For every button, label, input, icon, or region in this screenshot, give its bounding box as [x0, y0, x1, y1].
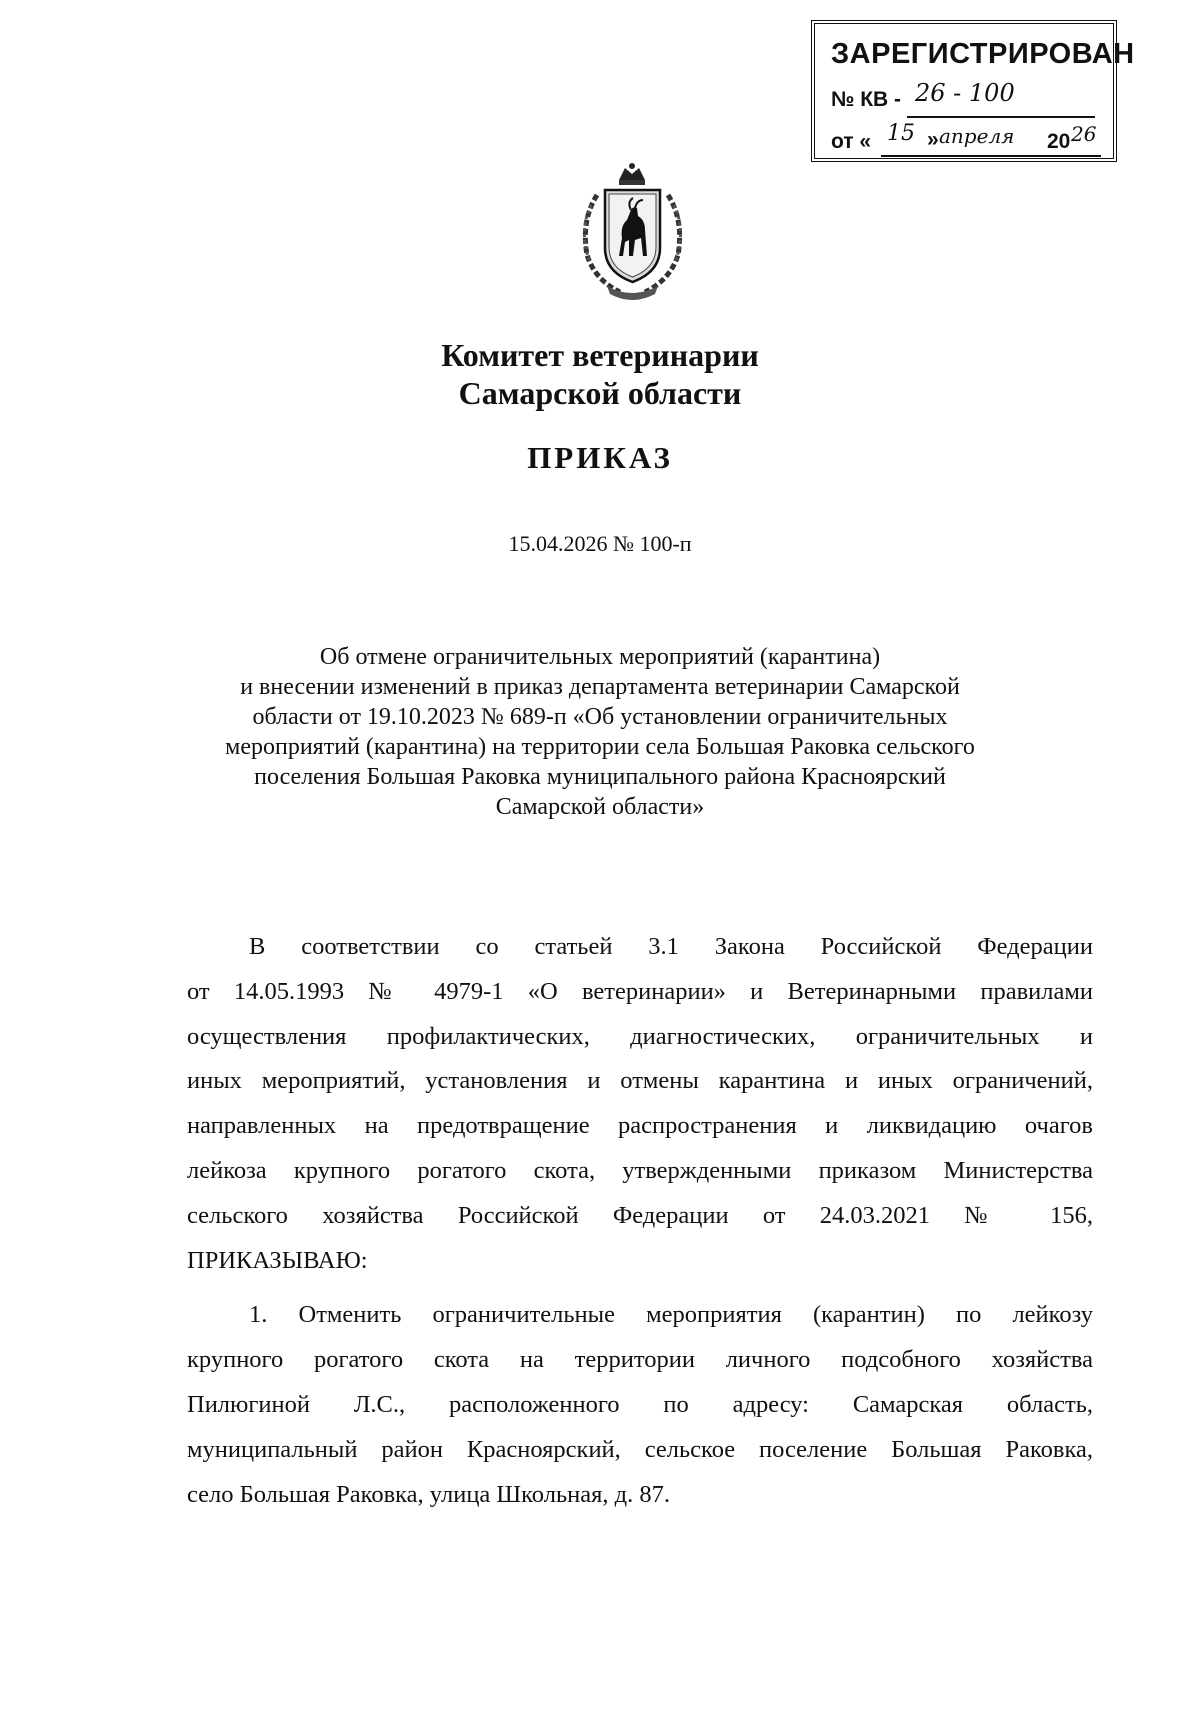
- stamp-number-handwritten: 26 - 100: [915, 79, 1015, 107]
- body-line: 1. Отменить ограничительные мероприятия (карантин) по лейкозу: [249, 1301, 1093, 1329]
- subject-line: области от 19.10.2023 № 689-п «Об установлении ограничительных: [252, 704, 948, 730]
- stamp-number-prefix: № КВ -: [831, 88, 902, 111]
- subject-line: Самарской области»: [495, 794, 705, 820]
- body-line: муниципальный район Красноярский, сельское поселение Большая Раковка,: [187, 1435, 1093, 1463]
- document-number: 15.04.2026 № 100-п: [508, 531, 692, 556]
- stamp-date-month: апреля: [939, 124, 1015, 148]
- stamp-number-row: [831, 88, 901, 112]
- stamp-date-underline: [881, 155, 1101, 157]
- stamp-date-row: [831, 130, 871, 154]
- stamp-date-day: 15: [887, 121, 915, 146]
- subject-line: и внесении изменений в приказ департамента ветеринарии Самарской: [240, 674, 960, 700]
- stamp-date-prefix: от «: [831, 130, 872, 153]
- body-line: ПРИКАЗЫВАЮ:: [187, 1246, 368, 1274]
- document-type: ПРИКАЗ: [527, 440, 673, 475]
- body-line: от 14.05.1993 № 4979-1 «О ветеринарии» и Ветеринарными правилами: [187, 977, 1093, 1005]
- registration-stamp: [811, 20, 1135, 162]
- document-body: [187, 925, 1093, 1517]
- document-subject: [150, 642, 1050, 822]
- body-line: В соответствии со статьей 3.1 Закона Российской Федерации: [249, 933, 1093, 960]
- item-1-paragraph: [187, 1293, 1093, 1517]
- body-line: крупного рогатого скота на территории личного подсобного хозяйства: [187, 1346, 1093, 1374]
- subject-line: мероприятий (карантина) на территории села Большая Раковка сельского: [225, 734, 975, 760]
- stamp-number-underline: [907, 116, 1095, 118]
- subject-line: Об отмене ограничительных мероприятий (карантина): [319, 644, 881, 670]
- body-line: направленных на предотвращение распространения и ликвидацию очагов: [187, 1112, 1093, 1140]
- org-line-2: Самарской области: [458, 375, 742, 411]
- body-line: сельского хозяйства Российской Федерации от 24.03.2021 № 156,: [187, 1201, 1093, 1229]
- body-line: осуществления профилактических, диагностических, ограничительных и: [187, 1022, 1093, 1050]
- stamp-date-mid: »: [927, 128, 939, 151]
- subject-line: поселения Большая Раковка муниципального района Красноярский: [254, 764, 946, 790]
- body-line: иных мероприятий, установления и отмены карантина и иных ограничений,: [187, 1067, 1093, 1095]
- coat-of-arms-emblem: [575, 160, 690, 305]
- org-line-1: Комитет ветеринарии: [441, 337, 759, 373]
- body-line: лейкоза крупного рогатого скота, утвержденными приказом Министерства: [187, 1156, 1093, 1184]
- body-line: Пилюгиной Л.С., расположенного по адресу: Самарская область,: [187, 1390, 1093, 1418]
- organization-name: [0, 336, 1200, 412]
- stamp-date-year: 26: [1071, 122, 1097, 146]
- stamp-date-year-prefix: 20: [1047, 130, 1071, 153]
- body-line: село Большая Раковка, улица Школьная, д. 87.: [187, 1480, 670, 1508]
- preamble-paragraph: [187, 925, 1093, 1283]
- stamp-title: ЗАРЕГИСТРИРОВАН: [831, 38, 1135, 70]
